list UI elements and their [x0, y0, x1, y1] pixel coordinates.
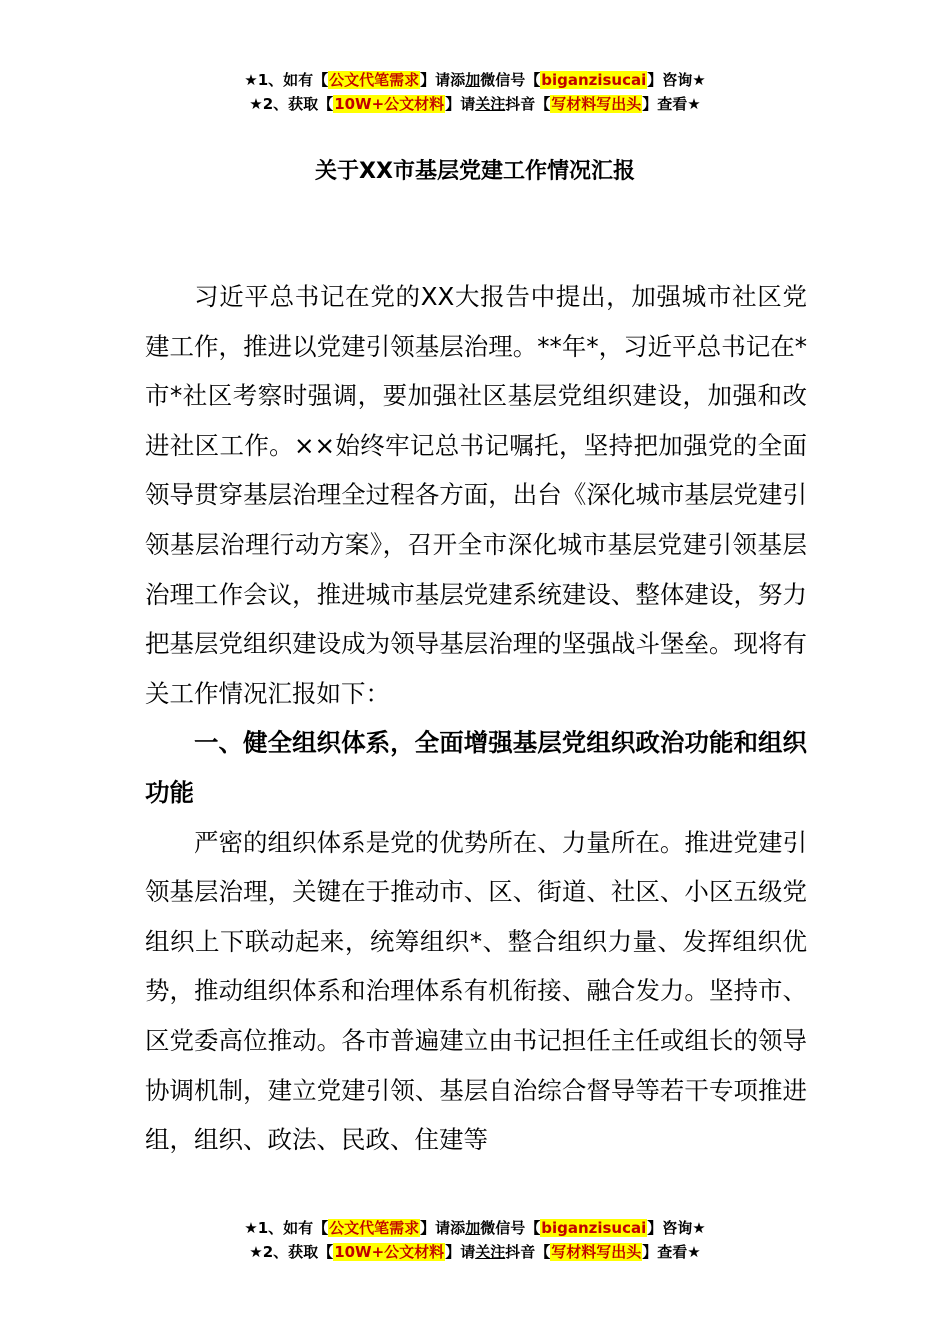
- promo-text: 微信号【: [480, 1219, 541, 1237]
- promo-banner-top: [0, 68, 950, 116]
- underlined-text: 关注: [475, 1243, 506, 1261]
- section-heading: 一、健全组织体系，全面增强基层党组织政治功能和组织功能: [145, 728, 807, 807]
- promo-text: 】请: [445, 1243, 476, 1261]
- promo-text: 微信号【: [480, 71, 541, 89]
- highlight-douyin-account: 写材料写出头: [551, 95, 642, 113]
- promo-line-2: [0, 92, 950, 116]
- promo-text: 】查看★: [642, 95, 701, 113]
- intro-paragraph: 习近平总书记在党的XX大报告中提出，加强城市社区党建工作，推进以党建引领基层治理。**年*，习近平总书记在*市*社区考察时强调，要加强社区基层党组织建设，加强和改进社区工作。××始终牢记总书记嘱托，坚持把加强党的全面领导贯穿基层治理全过程各方面，出台《深化城市基层党建引领基层治理行动方案》，召开全市深化城市基层党建引领基层治理工作会议，推进城市基层党建系统建设、整体建设，努力把基层党组织建设成为领导基层治理的坚强战斗堡垒。现将有关工作情况汇报如下：: [145, 282, 807, 708]
- promo-line-1: [0, 1216, 950, 1240]
- document-title: 关于XX市基层党建工作情况汇报: [315, 159, 635, 184]
- highlight-service: 公文代笔需求: [329, 1219, 420, 1237]
- promo-line-1: [0, 68, 950, 92]
- promo-banner-bottom: [0, 1216, 950, 1264]
- promo-text: 】咨询★: [647, 1219, 706, 1237]
- highlight-service: 公文代笔需求: [329, 71, 420, 89]
- highlight-materials: 10W+公文材料: [334, 1243, 445, 1261]
- section-paragraph: 严密的组织体系是党的优势所在、力量所在。推进党建引领基层治理，关键在于推动市、区、街道、社区、小区五级党组织上下联动起来，统筹组织*、整合组织力量、发挥组织优势，推动组织体系和治理体系有机衔接、融合发力。坚持市、区党委高位推动。各市普遍建立由书记担任主任或组长的领导协调机制，建立党建引领、基层自治综合督导等若干专项推进组，组织、政法、民政、住建等: [145, 827, 807, 1155]
- promo-text: 】请添: [420, 1219, 466, 1237]
- promo-text: 】请添: [420, 71, 466, 89]
- highlight-douyin-account: 写材料写出头: [551, 1243, 642, 1261]
- document-body: [145, 272, 807, 1165]
- promo-text: ★1、如有【: [244, 71, 329, 89]
- promo-text: ★1、如有【: [244, 1219, 329, 1237]
- promo-text: ★2、获取【: [249, 1243, 334, 1261]
- highlight-materials: 10W+公文材料: [334, 95, 445, 113]
- promo-text: 抖音【: [505, 1243, 551, 1261]
- promo-line-2: [0, 1240, 950, 1264]
- promo-text: 】咨询★: [647, 71, 706, 89]
- underlined-text: 加: [465, 71, 481, 89]
- highlight-wechat-id: biganzisucai: [541, 71, 647, 89]
- underlined-text: 关注: [475, 95, 506, 113]
- promo-text: 抖音【: [505, 95, 551, 113]
- promo-text: 】请: [445, 95, 476, 113]
- underlined-text: 加: [465, 1219, 481, 1237]
- promo-text: ★2、获取【: [249, 95, 334, 113]
- promo-text: 】查看★: [642, 1243, 701, 1261]
- highlight-wechat-id: biganzisucai: [541, 1219, 647, 1237]
